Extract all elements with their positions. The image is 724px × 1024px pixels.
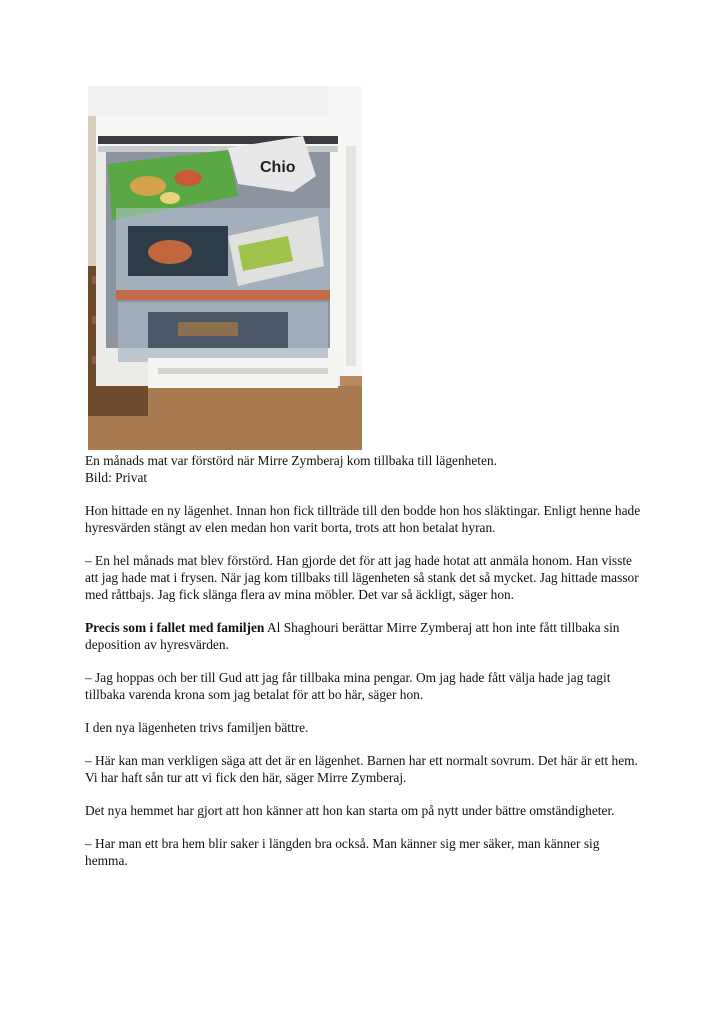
paragraph: Det nya hemmet har gjort att hon känner att hon kan starta om på nytt under bättre omständigheter. xyxy=(85,803,615,818)
paragraph: Hon hittade en ny lägenhet. Innan hon fick tillträde till den bodde hon hos släktingar. Enligt henne hade hyresvärden stängt av elen medan hon varit borta, trots att hon betalat hyran. xyxy=(85,503,641,535)
freezer-photo xyxy=(88,86,362,450)
paragraph: – Här kan man verkligen säga att det är en lägenhet. Barnen har ett normalt sovrum. Det här är ett hem. Vi har haft sån tur att vi fick den här, säger Mirre Zymberaj. xyxy=(85,753,638,785)
article-body xyxy=(85,452,645,885)
paragraph: – Jag hoppas och ber till Gud att jag får tillbaka mina pengar. Om jag hade fått välja hade jag tagit tillbaka varenda krona som jag betalat för att bo här, säger hon. xyxy=(85,670,611,702)
paragraph-text: Al Shaghouri berättar Mirre Zymberaj att hon inte fått tillbaka sin deposition av hyresvärden. xyxy=(85,620,620,652)
photo-caption xyxy=(85,452,645,486)
paragraph-lead: Precis som i fallet med familjen xyxy=(85,620,265,635)
paragraph: – Har man ett bra hem blir saker i längden bra också. Man känner sig mer säker, man känner sig hemma. xyxy=(85,836,600,868)
paragraph xyxy=(85,619,645,653)
paragraph: – En hel månads mat blev förstörd. Han gjorde det för att jag hade hotat att anmäla honom. Han visste att jag hade mat i frysen. När jag kom tillbaks till lägenheten så stank det så mycket. Jag hittade massor med råttbajs. Jag fick slänga flera av mina möbler. Det var så äckligt, säger hon. xyxy=(85,553,639,602)
caption-text: En månads mat var förstörd när Mirre Zymberaj kom tillbaka till lägenheten. xyxy=(85,453,498,468)
paragraph: I den nya lägenheten trivs familjen bättre. xyxy=(85,720,309,735)
caption-credit: Bild: Privat xyxy=(85,470,148,485)
package-text: Chio xyxy=(260,159,296,176)
